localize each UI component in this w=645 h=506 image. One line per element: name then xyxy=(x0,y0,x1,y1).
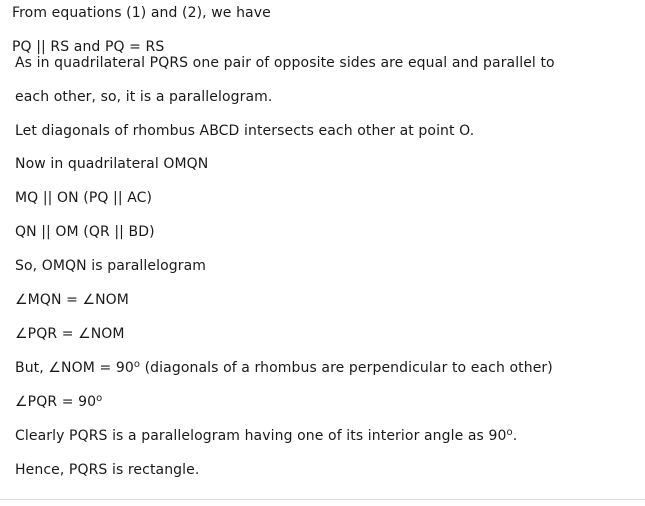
text-line-7: MQ || ON (PQ || AC) xyxy=(15,190,153,206)
text-line-6: Now in quadrilateral OMQN xyxy=(15,156,209,172)
text-line-13-before: ∠PQR = 90 xyxy=(15,394,97,410)
text-line-3: As in quadrilateral PQRS one pair of opposite sides are equal and parallel to xyxy=(15,55,555,71)
text-line-14-before: Clearly PQRS is a parallelogram having one of its interior angle as 90 xyxy=(15,428,507,444)
text-line-12-after: (diagonals of a rhombus are perpendicular to each other) xyxy=(140,360,553,376)
degree-mark: o xyxy=(133,359,141,370)
text-line-12 xyxy=(15,359,553,377)
text-line-13 xyxy=(15,393,102,411)
text-line-11: ∠PQR = ∠NOM xyxy=(15,326,125,342)
text-line-14-after: . xyxy=(512,428,518,444)
degree-mark: o xyxy=(506,427,513,438)
bottom-divider xyxy=(0,499,645,500)
text-line-4: each other, so, it is a parallelogram. xyxy=(15,89,273,105)
text-line-10: ∠MQN = ∠NOM xyxy=(15,292,129,308)
text-line-9: So, OMQN is parallelogram xyxy=(15,258,207,274)
text-line-2: PQ || RS and PQ = RS xyxy=(12,39,165,55)
text-line-8: QN || OM (QR || BD) xyxy=(15,224,155,240)
degree-mark: o xyxy=(96,393,103,404)
text-line-14 xyxy=(15,427,517,445)
text-line-5: Let diagonals of rhombus ABCD intersects each other at point O. xyxy=(15,123,475,139)
text-line-1: From equations (1) and (2), we have xyxy=(12,5,271,21)
text-line-12-before: But, ∠NOM = 90 xyxy=(15,360,134,376)
text-line-15: Hence, PQRS is rectangle. xyxy=(15,462,200,478)
